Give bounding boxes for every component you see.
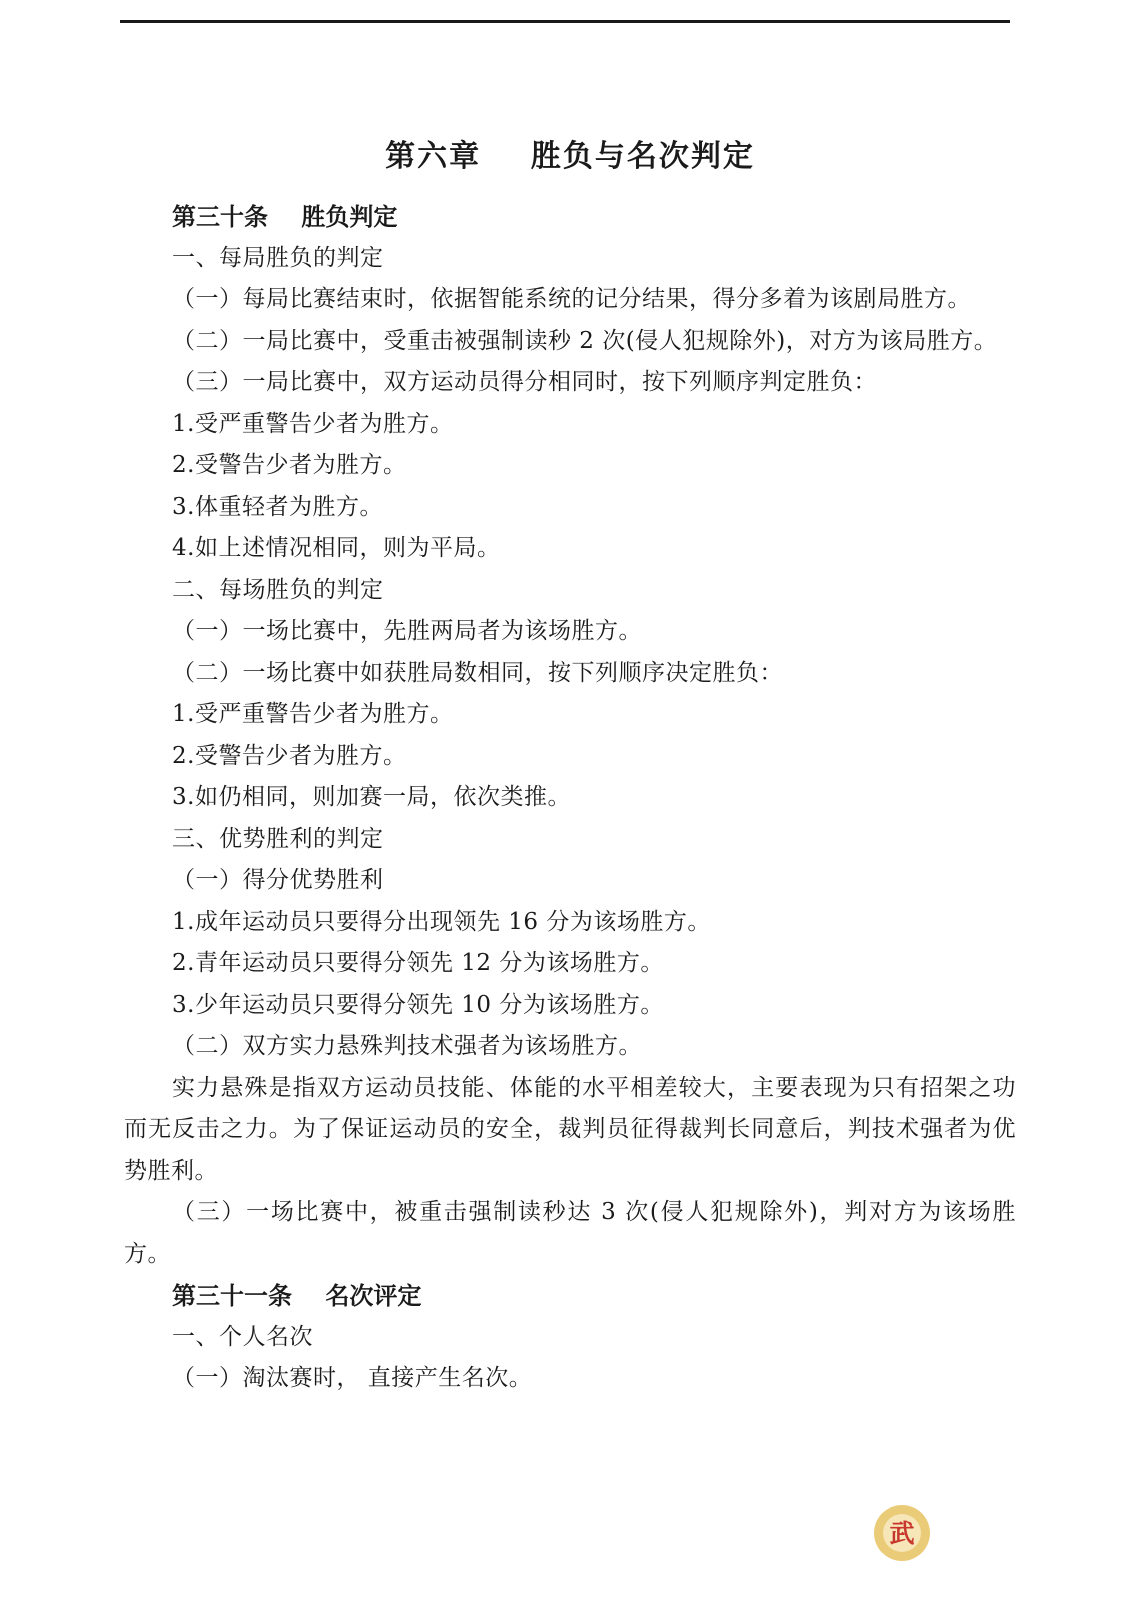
paragraph: 3.体重轻者为胜方。 — [172, 493, 383, 520]
paragraph: （二）双方实力悬殊判技术强者为该场胜方。 — [172, 1033, 642, 1059]
paragraph: 一、每局胜负的判定 — [172, 244, 384, 271]
paragraph: 3.如仍相同，则加赛一局，依次类推。 — [172, 784, 571, 810]
paragraph: 1.受严重警告少者为胜方。 — [172, 701, 454, 727]
paragraph: （二）一局比赛中，受重击被强制读秒 2 次(侵人犯规除外)，对方为该局胜方。 — [172, 327, 998, 354]
paragraph: （一）得分优势胜利 — [172, 867, 384, 893]
paragraph: 二、每场胜负的判定 — [172, 576, 384, 603]
paragraph: 三、优势胜利的判定 — [172, 825, 384, 852]
article-30 — [124, 196, 1016, 1275]
emblem-glyph: 武 — [889, 1519, 915, 1548]
wu-emblem-icon — [872, 1503, 932, 1563]
paragraph: 一、个人名次 — [172, 1323, 313, 1350]
paragraph: 3.少年运动员只要得分领先 10 分为该场胜方。 — [172, 991, 664, 1018]
paragraph: 2.受警告少者为胜方。 — [172, 452, 407, 478]
paragraph: （一）每局比赛结束时，依据智能系统的记分结果，得分多着为该剧局胜方。 — [172, 286, 971, 312]
article-heading: 第三十一条 名次评定 — [172, 1281, 422, 1310]
paragraph: （三）一场比赛中，被重击强制读秒达 3 次(侵人犯规除外)，判对方为该场胜方。 — [124, 1199, 1016, 1267]
chapter-title: 第六章 胜负与名次判定 — [385, 139, 755, 174]
paragraph: （一）淘汰赛时， 直接产生名次。 — [172, 1365, 533, 1391]
paragraph: 1.成年运动员只要得分出现领先 16 分为该场胜方。 — [172, 908, 711, 935]
article-31 — [124, 1275, 1016, 1400]
paragraph: 2.受警告少者为胜方。 — [172, 742, 407, 769]
article-heading: 第三十条 胜负判定 — [172, 202, 398, 231]
paragraph: 1.受严重警告少者为胜方。 — [172, 410, 454, 437]
paragraph: （二）一场比赛中如获胜局数相同，按下列顺序决定胜负： — [172, 659, 783, 686]
paragraph: （一）一场比赛中，先胜两局者为该场胜方。 — [172, 618, 642, 644]
paragraph: 2.青年运动员只要得分领先 12 分为该场胜方。 — [172, 950, 664, 976]
paragraph: 实力悬殊是指双方运动员技能、体能的水平相差较大，主要表现为只有招架之功而无反击之力。为了保证运动员的安全，裁判员征得裁判长同意后，判技术强者为优势胜利。 — [124, 1074, 1016, 1184]
header-rule — [120, 20, 1010, 23]
document-body — [124, 132, 1016, 1400]
paragraph: 4.如上述情况相同，则为平局。 — [172, 535, 501, 561]
paragraph: （三）一局比赛中，双方运动员得分相同时，按下列顺序判定胜负： — [172, 369, 877, 395]
